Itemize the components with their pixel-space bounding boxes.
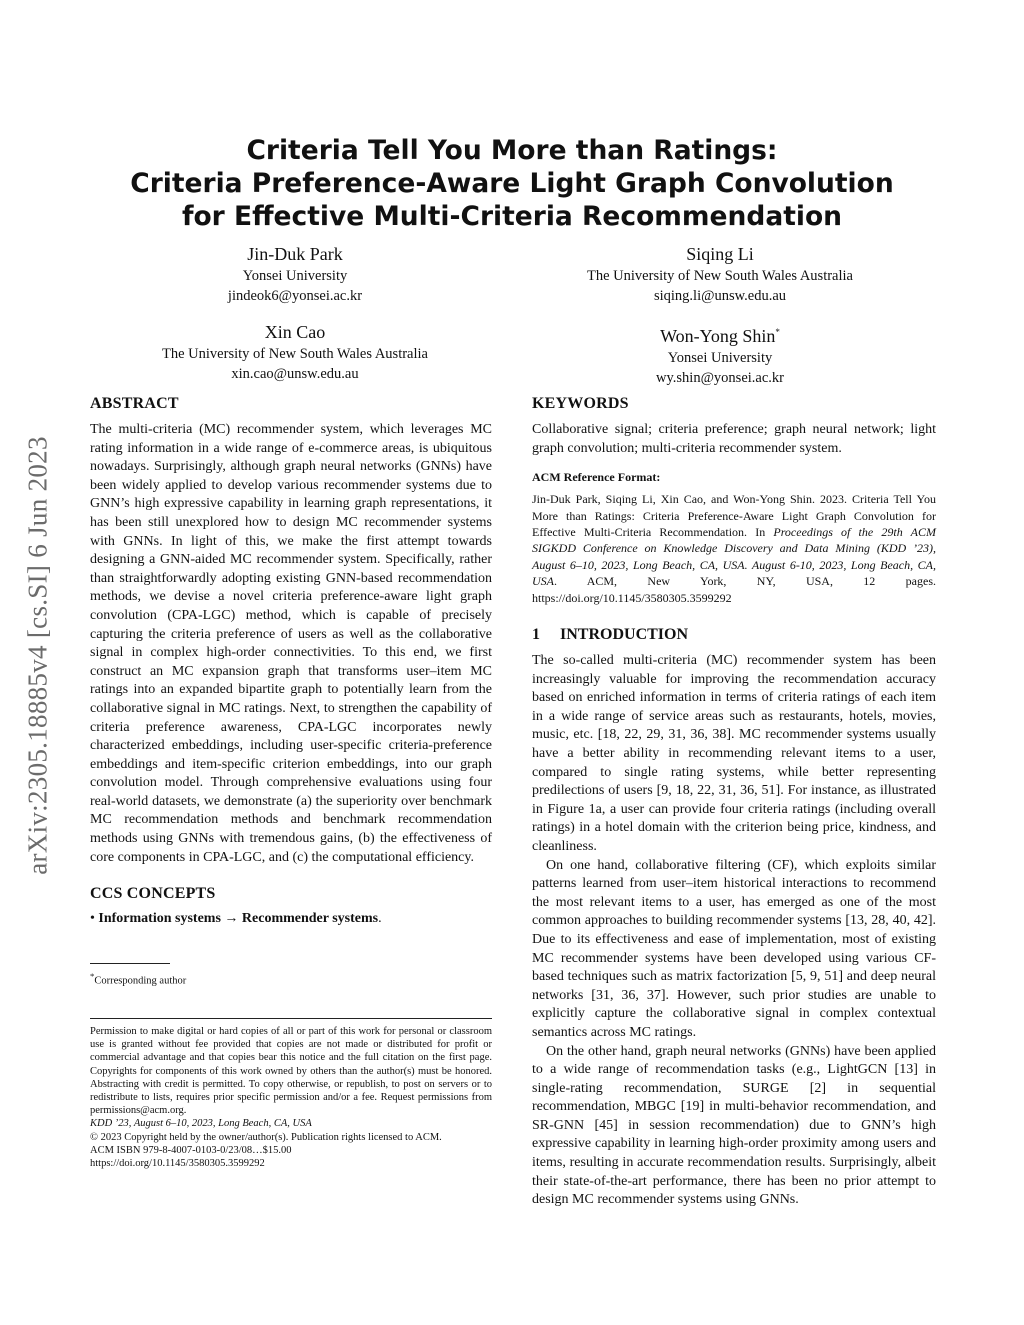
acm-reference-heading: ACM Reference Format: bbox=[532, 470, 661, 485]
left-column bbox=[90, 395, 492, 1170]
author-affiliation: Yonsei University bbox=[667, 350, 773, 366]
author-affiliation: The University of New South Wales Australia bbox=[587, 268, 853, 284]
intro-heading: 1 INTRODUCTION bbox=[532, 626, 689, 644]
doi-link[interactable]: https://doi.org/10.1145/3580305.3599292 bbox=[90, 1157, 265, 1169]
keywords-text: Collaborative signal; criteria preference; graph neural network; light graph convolution; multi-criteria recommender system. bbox=[532, 422, 936, 456]
venue-line: KDD ’23, August 6–10, 2023, Long Beach, CA, USA bbox=[90, 1118, 312, 1130]
isbn-line: ACM ISBN 979-8-4007-0103-0/23/08…$15.00 bbox=[90, 1144, 292, 1156]
copyright-line: © 2023 Copyright held by the owner/author(s). Publication rights licensed to ACM. bbox=[90, 1131, 442, 1143]
keywords-heading: KEYWORDS bbox=[532, 395, 629, 412]
author-block bbox=[110, 320, 480, 384]
acm-reference-text: Jin-Duk Park, Siqing Li, Xin Cao, and Won-Yong Shin. 2023. Criteria Tell You More than Ratings: Criteria Preference-Aware Light Graph Convolution for Effective Multi-Criteria Recommendation. In Proceedings of the 29th ACM SIGKDD Conference on Knowledge Discovery and Data Mining (KDD ’23), August 6–10, 2023, Long Beach, CA, USA. August 6-10, 2023, Long Beach, CA, USA. ACM, New York, NY, USA, 12 pages. https://doi.org/10.1145/3580305.3599292 bbox=[532, 492, 936, 605]
author-affiliation: The University of New South Wales Australia bbox=[162, 346, 428, 362]
paper-title bbox=[90, 134, 934, 233]
ccs-heading: CCS CONCEPTS bbox=[90, 885, 216, 903]
author-block bbox=[110, 242, 480, 306]
abstract-heading: ABSTRACT bbox=[90, 395, 179, 412]
intro-paragraph: On one hand, collaborative filtering (CF), which exploits similar patterns learned from user–item historical interactions to recommend the most relevant items to a user, has emerged as one of the most common approaches to building recommender systems [13, 28, 40, 42]. Due to its effectiveness and ease of implementation, most of existing MC recommender systems have been developed using various CF-based techniques such as matrix factorization [5, 9, 51] and deep neural networks [31, 36, 37]. However, such prior studies are unable to explicitly capture the collaborative signal in complex contextual semantics across MC ratings. bbox=[532, 857, 936, 1040]
corresponding-mark: * bbox=[775, 327, 780, 337]
arxiv-stamp: arXiv:2305.18885v4 [cs.SI] 6 Jun 2023 bbox=[22, 436, 53, 875]
author-email: jindeok6@yonsei.ac.kr bbox=[227, 288, 363, 304]
author-block bbox=[540, 242, 900, 306]
abstract-text: The multi-criteria (MC) recommender system, which leverages MC rating information in a wide range of e-commerce areas, is ubiquitous nowadays. Surprisingly, although graph neural networks (GNNs) have been widely applied to develop various recommender systems due to GNN’s high expressive capability in learning graph representations, it has been still unexplored how to design MC recommender systems with GNNs. In light of this, we make the first attempt towards designing a GNN-aided MC recommender system. Specifically, rather than straightforwardly adopting existing GNN-based recommendation methods, we devise a novel criteria preference-aware light graph convolution (CPA-LGC) method, which is capable of precisely capturing the criteria preference of users as well as the collaborative signal in complex high-order connectivities. To this end, we first construct an MC expansion graph that transforms user–item MC ratings into an expanded bipartite graph to potentially learn from the collaborative signal in MC ratings. Next, to strengthen the capability of criteria preference awareness, CPA-LGC incorporates newly characterized embeddings, including user-specific criteria-preference embeddings and item-specific criterion embeddings, into our graph convolution model. Through comprehensive evaluations using four real-world datasets, we demonstrate (a) the superiority over benchmark MC recommendation methods and benchmark recommendation methods using GNNs with tremendous gains, (b) the effectiveness of core components in CPA-LGC, and (c) the computational efficiency. bbox=[90, 422, 492, 865]
author-name: Xin Cao bbox=[264, 322, 326, 342]
title-line: Criteria Preference-Aware Light Graph Convolution bbox=[130, 168, 894, 199]
author-name: Siqing Li bbox=[686, 244, 754, 264]
author-email: xin.cao@unsw.edu.au bbox=[231, 366, 359, 382]
title-line: Criteria Tell You More than Ratings: bbox=[246, 135, 778, 166]
author-affiliation: Yonsei University bbox=[242, 268, 348, 284]
title-line: for Effective Multi-Criteria Recommendation bbox=[181, 201, 843, 232]
author-name: Jin-Duk Park bbox=[247, 244, 343, 264]
permission-text: Permission to make digital or hard copies of all or part of this work for personal or classroom use is granted without fee provided that copies are not made or distributed for profit or commercial advantage and that copies bear this notice and the full citation on the first page. Copyrights for components of this work owned by others than the author(s) must be honored. Abstracting with credit is permitted. To copy otherwise, or republish, to post on servers or to redistribute to lists, requires prior specific permission and/or a fee. Request permissions from permissions@acm.org. bbox=[90, 1025, 492, 1117]
permission-rule bbox=[90, 1018, 492, 1019]
right-column bbox=[532, 395, 936, 1210]
author-block bbox=[540, 320, 900, 388]
author-email: wy.shin@yonsei.ac.kr bbox=[656, 370, 784, 386]
intro-paragraph: The so-called multi-criteria (MC) recommender system has been increasingly valuable for improving the recommendation accuracy based on enriched information in terms of criteria ratings of each item in a wide range of service areas such as restaurants, hotels, movies, music, etc. [18, 22, 29, 31, 36, 38]. MC recommender systems usually have a better ability in recommending relevant items to a user, compared to single rating systems, while better representing predilections of users [9, 18, 22, 31, 36, 51]. For instance, as illustrated in Figure 1a, a user can provide four criteria ratings (including overall ratings) in a hotel domain with the criterion being price, kindness, and cleanliness. bbox=[532, 653, 936, 854]
ccs-concept: • Information systems → Recommender systems. bbox=[90, 911, 382, 927]
author-name: Won-Yong Shin* bbox=[660, 326, 780, 346]
intro-paragraph: On the other hand, graph neural networks (GNNs) have been applied to a wide range of recommendation tasks (e.g., LightGCN [13] in single-rating recommendation, SURGE [2] in sequential recommendation, MBGC [19] in multi-behavior recommendation, and SR-GNN [45] in session recommendation) due to GNN’s high expressive capability in learning high-order proximity among users and items, resulting in accurate recommendation results. Surprisingly, albeit their state-of-the-art performance, there has been no prior attempt to design MC recommender systems using GNNs. bbox=[532, 1043, 936, 1208]
footnote: *Corresponding author bbox=[90, 971, 187, 987]
author-email: siqing.li@unsw.edu.au bbox=[653, 288, 787, 304]
footnote-rule bbox=[90, 963, 170, 964]
